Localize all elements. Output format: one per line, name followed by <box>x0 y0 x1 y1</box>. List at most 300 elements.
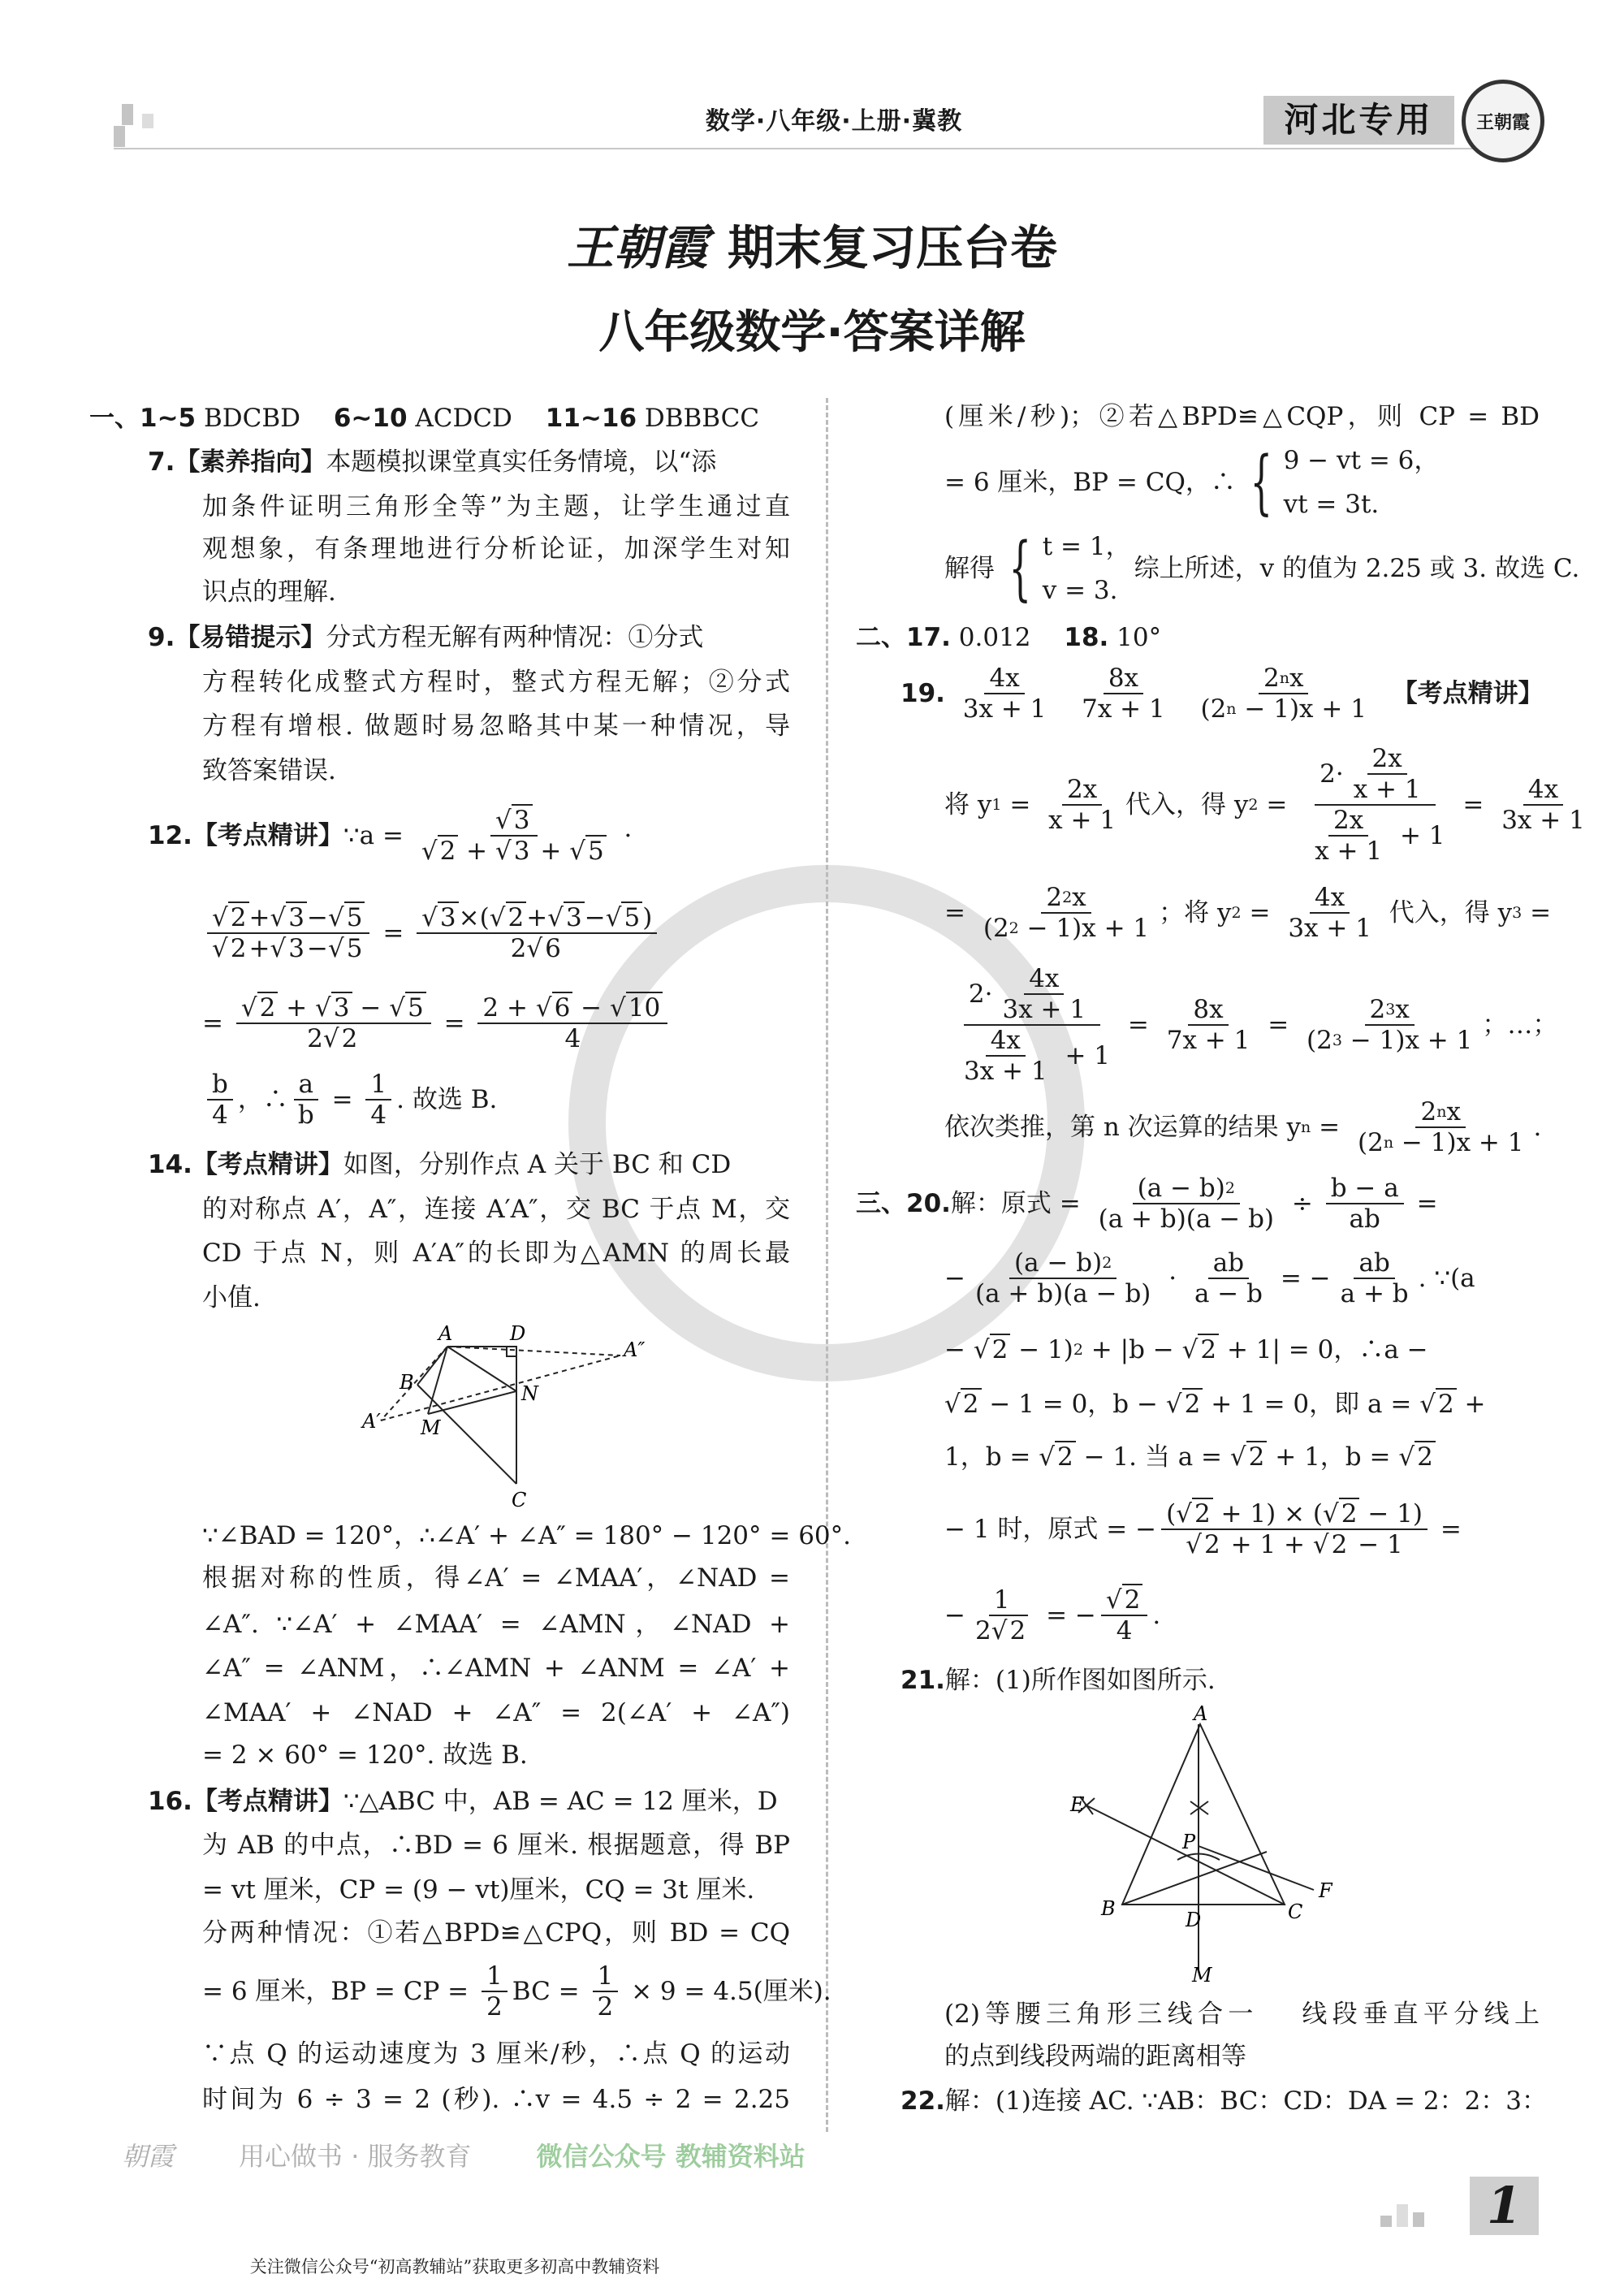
fraction <box>1162 996 1255 1054</box>
radicand: 2 <box>1415 1441 1436 1472</box>
bold-label: 19. <box>901 679 945 708</box>
radicand: 5 <box>585 835 607 866</box>
text-run: ∵△ABC 中，AB = AC = 12 厘米，D <box>343 1787 778 1816</box>
figure-label: M <box>1192 1964 1212 1986</box>
figure-label: A″ <box>624 1338 646 1361</box>
text-line <box>944 745 1595 865</box>
square-root <box>1182 1334 1220 1366</box>
square-root <box>212 935 249 962</box>
figure-label: C <box>512 1489 527 1511</box>
radicand: 5 <box>344 902 365 932</box>
bold-label: 【考点精讲】 <box>192 1787 343 1816</box>
denominator <box>1181 1530 1408 1559</box>
figure-label: N <box>521 1382 538 1405</box>
system-rows <box>1043 530 1131 607</box>
bold-label: 6~10 <box>333 404 408 433</box>
fraction <box>207 904 369 962</box>
text-run: + <box>278 993 316 1023</box>
text-run: 解：原式 = <box>950 1189 1089 1218</box>
denominator <box>970 1616 1033 1645</box>
denominator <box>1349 775 1426 803</box>
text-run: (2 <box>983 914 1009 943</box>
radicand: 3 <box>512 804 533 835</box>
fraction <box>1161 1500 1427 1559</box>
text-run: (a + b)(a − b) <box>974 1279 1151 1308</box>
superscript: 3 <box>1385 1001 1396 1018</box>
denominator <box>207 934 369 962</box>
radical-sign-icon: √ <box>1229 1442 1246 1472</box>
text-line: (2)等腰三角形三线合一 线段垂直平分线上 <box>944 2000 1540 2029</box>
figure-label: C <box>1288 1900 1303 1923</box>
system-rows <box>1284 444 1440 521</box>
text-run: DBBBCC <box>637 404 760 433</box>
numerator <box>1523 776 1563 806</box>
brand-name: 王朝霞 <box>566 220 708 275</box>
square-root <box>606 904 643 932</box>
text-run: 2 <box>1420 1097 1437 1126</box>
fraction <box>997 965 1091 1023</box>
denominator <box>1310 837 1387 865</box>
numerator <box>1104 664 1143 694</box>
square-root <box>547 904 585 932</box>
text-run: + <box>532 837 570 866</box>
square-root <box>526 935 564 962</box>
radicand: 2 <box>1436 1388 1457 1419</box>
text-line: 为 AB 的中点，∴BD = 6 厘米. 根据题意，得 BP <box>202 1831 790 1860</box>
text-run: 2· <box>968 979 993 1009</box>
square-root <box>1230 1441 1268 1473</box>
denominator <box>506 934 568 962</box>
bold-label: 11~16 <box>545 404 637 433</box>
text-run: . <box>1152 1601 1161 1630</box>
text-run: − 1 <box>1350 1530 1403 1559</box>
superscript: 2 <box>1062 889 1073 906</box>
radical-sign-icon: √ <box>526 934 543 963</box>
radicand: 2 <box>1182 1388 1203 1419</box>
text-line: 的点到线段两端的距离相等 <box>944 2042 1246 2071</box>
text-run: 0.012 <box>950 623 1065 652</box>
subscript: 3 <box>1512 904 1522 922</box>
text-line <box>944 1388 1486 1420</box>
text-run: ( <box>1166 1499 1177 1528</box>
square-root <box>1313 1531 1350 1559</box>
text-line <box>901 2085 1547 2117</box>
text-run: BC = <box>512 1977 588 2006</box>
fraction <box>1043 776 1121 834</box>
radical-sign-icon: √ <box>991 1616 1008 1645</box>
text-line <box>901 1664 1216 1697</box>
text-run: = − <box>1038 1601 1096 1630</box>
text-run: − 1)x + 1 <box>1018 914 1150 943</box>
figure-label: M <box>421 1416 441 1439</box>
square-root <box>315 994 352 1022</box>
radical-sign-icon: √ <box>973 1335 990 1364</box>
text-run: t = 1， <box>1042 532 1131 561</box>
figure-label: A′ <box>362 1410 381 1433</box>
bold-label: 12. <box>148 821 192 850</box>
text-line <box>148 1148 731 1181</box>
numerator <box>1315 745 1435 806</box>
system-row <box>1284 488 1440 521</box>
numerator <box>1062 776 1102 806</box>
text-run: + <box>248 934 270 963</box>
text-line <box>944 884 1551 942</box>
text-run: − <box>944 1601 965 1630</box>
text-line: = 2 × 60° = 120°. 故选 B. <box>202 1740 528 1770</box>
text-run: 4x <box>1029 964 1060 993</box>
radicand: 2 <box>228 902 249 932</box>
page-subtitle: 八年级数学·答案详解 <box>598 306 1026 359</box>
numerator <box>1041 884 1091 914</box>
text-run: × 9 = 4.5(厘米). <box>623 1977 831 2006</box>
numerator <box>986 1027 1026 1057</box>
denominator <box>978 914 1154 942</box>
text-run <box>1376 677 1393 710</box>
text-run: = 6 厘米，BP = CP = <box>202 1977 477 2006</box>
square-root <box>241 994 279 1022</box>
text-run: 将 y <box>944 790 992 819</box>
text-line: 识点的理解. <box>202 577 336 607</box>
numerator <box>294 1070 318 1100</box>
radicand: 3 <box>286 902 307 932</box>
text-run: 4 <box>370 1100 387 1130</box>
brace-icon: { <box>1250 442 1272 523</box>
numerator <box>236 994 431 1024</box>
text-run: 3x + 1 <box>962 694 1047 724</box>
radical-sign-icon: √ <box>270 903 287 932</box>
numerator <box>964 965 1100 1026</box>
fraction <box>1353 1098 1528 1157</box>
text-run: = <box>374 919 412 948</box>
text-run: = 6 厘米，BP = CQ，∴ <box>944 468 1236 497</box>
text-run: x + 1 <box>1353 775 1421 804</box>
text-line <box>148 1785 778 1818</box>
text-run: − <box>584 903 606 932</box>
numerator <box>1310 884 1350 914</box>
superscript: 2 <box>1073 1341 1083 1359</box>
denominator <box>997 995 1091 1023</box>
radical-sign-icon: √ <box>389 993 405 1023</box>
denominator <box>1353 1128 1528 1157</box>
text-run: 2 <box>1369 995 1386 1024</box>
fraction <box>1190 1249 1268 1308</box>
fraction <box>417 904 657 962</box>
text-line <box>944 965 1557 1085</box>
text-run: = <box>323 1085 361 1114</box>
text-run: 1 <box>993 1585 1010 1615</box>
figure-label: E <box>1070 1793 1085 1816</box>
bold-label: 7. <box>148 448 175 477</box>
radical-sign-icon: √ <box>1419 1390 1436 1419</box>
text-run: = <box>1001 790 1039 819</box>
text-run: 2x <box>1371 744 1402 773</box>
stamp-watermark-char: 朝霞 <box>122 2141 175 2172</box>
square-root <box>323 1025 361 1053</box>
radical-sign-icon: √ <box>315 993 331 1023</box>
subscript: 2 <box>1231 904 1242 922</box>
text-line <box>148 806 632 865</box>
radicand: 10 <box>626 992 663 1023</box>
watermark-row <box>122 2136 1340 2177</box>
denominator <box>1094 1204 1279 1233</box>
text-run: a − b <box>1194 1279 1263 1308</box>
page-title <box>0 210 1624 278</box>
text-run: x + 1 <box>1315 837 1383 866</box>
text-line: ∵点 Q 的运动速度为 3 厘米/秒，∴点 Q 的运动 <box>202 2039 790 2069</box>
square-root <box>421 837 459 865</box>
figure-label: B <box>400 1371 414 1394</box>
text-run: 2 <box>1263 664 1280 693</box>
text-run: 2 <box>974 1616 991 1645</box>
text-run: a + b <box>1340 1279 1409 1308</box>
equation-system <box>998 530 1131 607</box>
denominator <box>959 1057 1052 1085</box>
radicand: 2 <box>257 992 279 1023</box>
text-run: 2x <box>1066 775 1098 804</box>
text-run: 4x <box>990 1026 1021 1055</box>
radical-sign-icon: √ <box>1165 1390 1182 1419</box>
text-line: 小值. <box>202 1283 261 1312</box>
numerator <box>1161 1500 1427 1530</box>
radicand: 2 <box>438 835 459 866</box>
text-run: + <box>458 837 495 866</box>
square-root <box>495 837 533 865</box>
bold-label: 【易错提示】 <box>175 623 326 652</box>
text-run: 7x + 1 <box>1166 1026 1250 1055</box>
bold-label: 【素养指向】 <box>175 448 326 477</box>
text-run: ACDCD <box>407 404 546 433</box>
fraction <box>949 965 1115 1085</box>
text-run: ab <box>1212 1248 1245 1278</box>
radicand: 2 <box>1198 1334 1219 1364</box>
text-run: = − <box>1272 1264 1331 1293</box>
text-run: 2 + <box>482 993 536 1023</box>
subscript: 1 <box>991 796 1002 814</box>
text-run: = <box>1241 898 1279 927</box>
radical-sign-icon: √ <box>535 993 552 1023</box>
brand-logo-text: 王朝霞 <box>1475 111 1530 133</box>
text-run: (2 <box>1357 1128 1384 1157</box>
text-run: ；将 y <box>1159 898 1232 927</box>
text-line <box>856 621 1161 654</box>
text-run: . <box>1533 1113 1542 1142</box>
text-run: = <box>1432 1515 1462 1544</box>
radicand: 5 <box>405 992 426 1023</box>
numerator <box>365 1070 391 1100</box>
text-run: − 1) <box>1010 1335 1073 1364</box>
radical-sign-icon: √ <box>495 837 512 866</box>
bold-label: 18. <box>1064 623 1109 652</box>
square-root <box>944 1388 982 1420</box>
denominator <box>970 1279 1155 1308</box>
text-run: x <box>1289 664 1304 693</box>
text-run: (2 <box>1307 1026 1332 1055</box>
subscript: 2 <box>1248 796 1259 814</box>
figure-label: P <box>1182 1831 1196 1853</box>
subscript: n <box>1301 1118 1311 1136</box>
page-number-block <box>1380 2177 1539 2235</box>
numerator <box>984 664 1024 694</box>
radical-sign-icon: √ <box>1176 1499 1192 1528</box>
text-line: 的对称点 A′，A″，连接 A′A″，交 BC 于点 M，交 <box>202 1195 790 1224</box>
text-run: 1，b = <box>944 1442 1039 1472</box>
radicand: 2 <box>1339 1498 1360 1528</box>
text-run: = <box>202 1009 231 1038</box>
fraction <box>1497 776 1590 834</box>
fraction <box>959 1027 1052 1085</box>
text-run: · <box>615 821 633 850</box>
fraction <box>477 994 667 1053</box>
system-row <box>1043 530 1131 563</box>
text-line <box>89 402 759 435</box>
text-run: 4 <box>212 1100 228 1130</box>
text-run: 8x <box>1108 664 1139 693</box>
fraction <box>970 1249 1155 1308</box>
radicand: 2 <box>1055 1441 1076 1472</box>
denominator <box>1336 1279 1414 1308</box>
square-root <box>1398 1441 1436 1473</box>
text-line: 时间为 6 ÷ 3 = 2 (秒). ∴v = 4.5 ÷ 2 = 2.25 <box>202 2085 790 2114</box>
system-row <box>1284 444 1440 477</box>
text-run: 2 <box>307 1024 323 1053</box>
text-run: b <box>297 1100 314 1130</box>
text-line: 分两种情况：①若△BPD≌△CPQ，则 BD = CQ <box>202 1918 790 1948</box>
text-run: x + 1 <box>1048 806 1116 835</box>
text-run: + |b − <box>1082 1335 1182 1364</box>
text-line <box>944 1098 1541 1157</box>
fraction <box>1195 664 1371 723</box>
radicand: 2 <box>506 902 527 932</box>
denominator <box>365 1100 391 1129</box>
text-run: 10° <box>1108 623 1162 652</box>
denominator <box>1190 1279 1268 1308</box>
numerator <box>1367 745 1407 775</box>
radicand: 2 <box>1192 1498 1213 1528</box>
figure-label: B <box>1101 1897 1116 1920</box>
superscript: n <box>1226 700 1237 718</box>
fraction <box>1310 806 1387 865</box>
text-run: 本题模拟课堂真实任务情境，以“添 <box>326 448 717 477</box>
bold-label: 22. <box>901 2086 945 2116</box>
denominator <box>302 1024 365 1053</box>
radicand: 2 <box>1246 1441 1268 1472</box>
fraction <box>417 806 611 865</box>
text-run: 代入，得 y <box>1380 898 1513 927</box>
header-subject: 数学·八年级·上册·冀教 <box>705 107 963 136</box>
square-root <box>495 806 533 834</box>
radical-sign-icon: √ <box>327 903 344 932</box>
text-run: x <box>1446 1097 1461 1126</box>
square-root <box>610 994 663 1022</box>
text-run: 1 <box>370 1070 387 1099</box>
radicand: 6 <box>542 932 564 963</box>
text-run: ÷ <box>1284 1189 1321 1218</box>
title-main: 期末复习压台卷 <box>728 220 1058 275</box>
bold-label: 16. <box>148 1787 192 1816</box>
radicand: 5 <box>621 902 642 932</box>
region-badge: 河北专用 <box>1263 96 1454 145</box>
radical-sign-icon: √ <box>421 837 438 866</box>
text-run: 2 <box>597 1992 614 2021</box>
denominator <box>593 1992 619 2021</box>
radicand: 3 <box>564 902 585 932</box>
text-line <box>202 1070 497 1129</box>
denominator <box>1283 914 1376 942</box>
text-run: 代入，得 y <box>1125 790 1249 819</box>
numerator <box>1328 806 1368 837</box>
text-run: ab <box>1349 1204 1380 1234</box>
text-run: − <box>306 934 328 963</box>
text-run: b − a <box>1330 1174 1399 1203</box>
radical-sign-icon: √ <box>1322 1499 1339 1528</box>
text-run: ，∴ <box>237 1085 288 1114</box>
denominator <box>1345 1204 1385 1233</box>
text-run: 综上所述，v 的值为 2.25 或 3. 故选 C. <box>1134 554 1580 583</box>
radicand: 2 <box>228 932 249 963</box>
numerator <box>207 1070 233 1100</box>
superscript: 2 <box>1102 1254 1112 1272</box>
text-run: − <box>944 1335 974 1364</box>
superscript: n <box>1383 1134 1394 1152</box>
radical-sign-icon: √ <box>610 993 626 1023</box>
fraction <box>1326 1174 1404 1233</box>
text-run: x <box>1395 995 1410 1024</box>
text-run: − 1)x + 1 <box>1393 1128 1524 1157</box>
radicand: 5 <box>344 932 365 963</box>
figure-label: A <box>1194 1706 1208 1725</box>
text-run: = <box>1408 1189 1438 1218</box>
text-line <box>944 1586 1160 1645</box>
denominator <box>958 694 1052 723</box>
text-line: ∠MAA′ + ∠NAD + ∠A″ = 2(∠A′ + ∠A″) <box>202 1698 790 1727</box>
denominator <box>949 1026 1115 1085</box>
radical-sign-icon: √ <box>944 1390 961 1419</box>
radical-sign-icon: √ <box>547 903 564 932</box>
brace-icon: { <box>1009 528 1032 609</box>
radicand: 2 <box>990 1334 1011 1364</box>
bold-label: 【考点精讲】 <box>192 1150 343 1179</box>
text-run: 4x <box>989 664 1020 693</box>
text-run: ∵a = <box>343 821 412 850</box>
text-run: (a − b) <box>1014 1248 1103 1278</box>
radicand: 2 <box>339 1023 361 1053</box>
radical-sign-icon: √ <box>1312 1530 1329 1559</box>
text-line: = vt 厘米，CP = (9 − vt)厘米，CQ = 3t 厘米. <box>202 1875 755 1905</box>
square-root <box>389 994 426 1022</box>
text-run: + 1 = 0，即 a = <box>1203 1390 1420 1419</box>
text-run <box>945 677 953 710</box>
header-rule <box>114 148 1494 149</box>
text-run: 4 <box>1116 1616 1133 1645</box>
text-run: + 1 <box>1056 1041 1111 1070</box>
text-line: ∵∠BAD = 120°，∴∠A′ + ∠A″ = 180° − 120° = 60°. <box>202 1521 852 1550</box>
fraction <box>1336 1249 1414 1308</box>
text-run: 8x <box>1193 995 1224 1024</box>
page-number: 1 <box>1470 2177 1539 2235</box>
denominator <box>1162 1026 1255 1054</box>
brand-logo <box>1462 80 1544 162</box>
bold-label: 【考点精讲】 <box>1392 679 1544 708</box>
fraction <box>593 1962 619 2021</box>
superscript: 2 <box>1224 1179 1235 1197</box>
superscript: 3 <box>1332 1031 1342 1049</box>
square-root <box>1323 1500 1360 1528</box>
denominator <box>1077 694 1170 723</box>
text-line <box>148 621 703 654</box>
text-run: 解：(1)连接 AC. ∵AB：BC：CD：DA = 2：2：3： <box>944 2086 1548 2116</box>
text-line: 方程有增根. 做题时易忽略其中某一种情况，导 <box>202 711 790 741</box>
text-run: 解得 <box>944 554 995 583</box>
